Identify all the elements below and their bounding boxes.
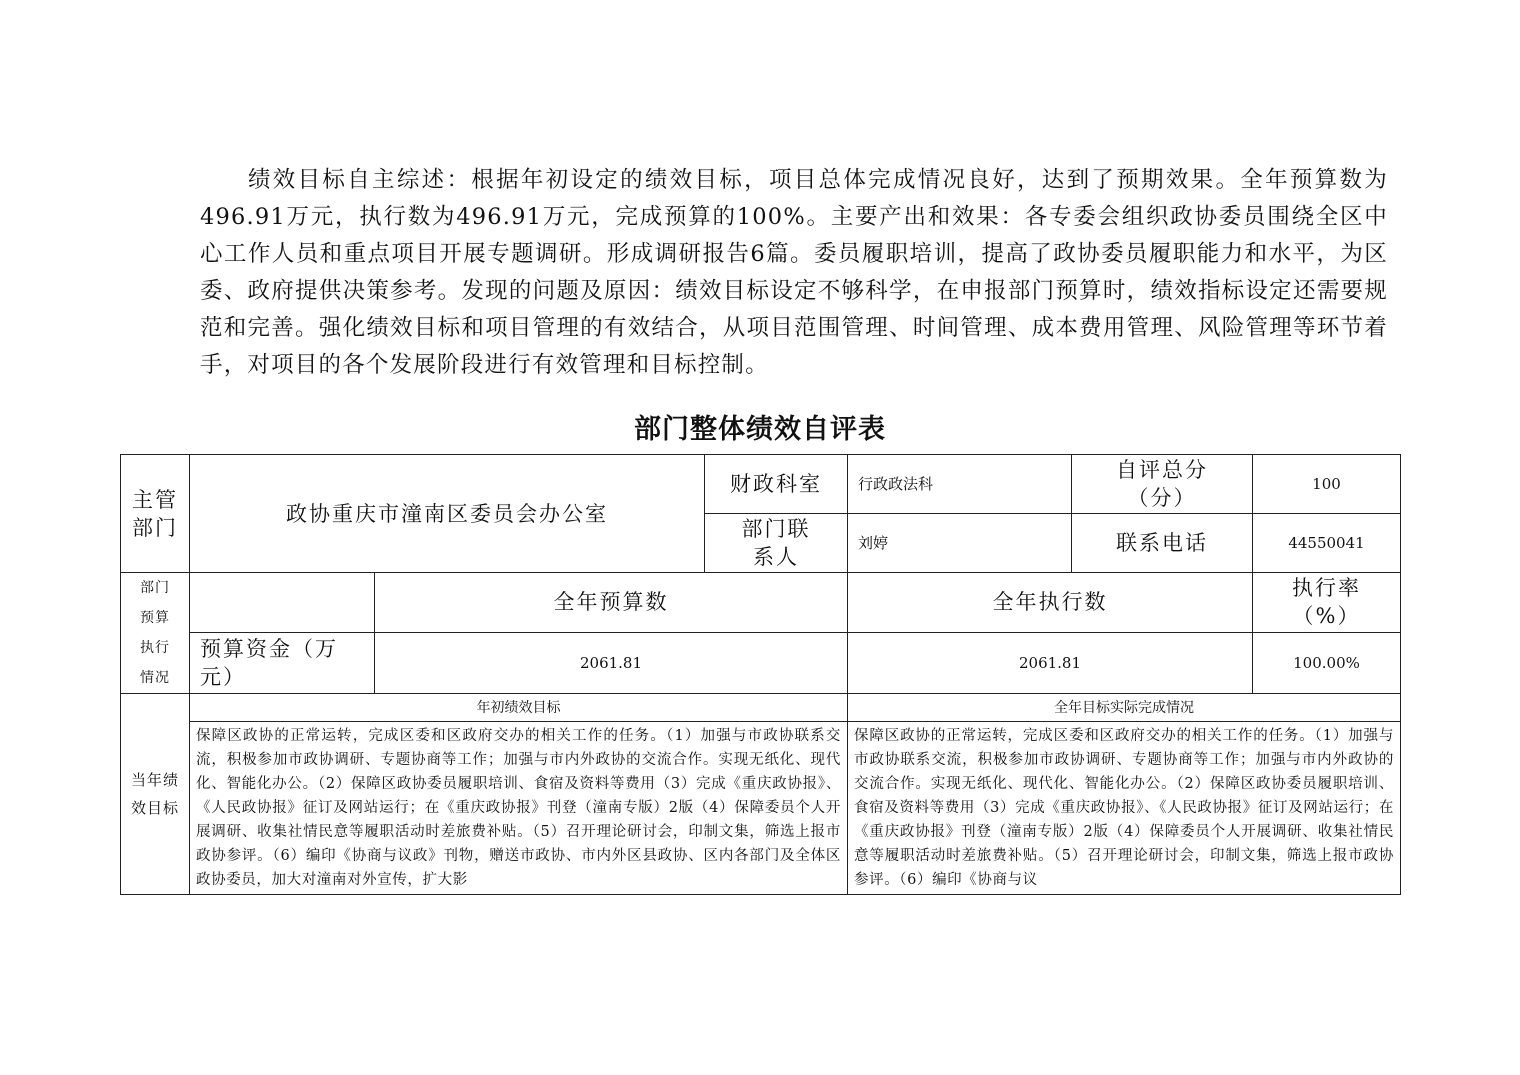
- budget-total-value: 2061.81: [375, 632, 848, 693]
- budget-header-blank: [190, 573, 375, 633]
- score-value: 100: [1253, 455, 1401, 514]
- dept-name: 政协重庆市潼南区委员会办公室: [190, 455, 705, 573]
- budget-section-label: 部门预算执行情况: [139, 580, 170, 686]
- performance-summary-paragraph: 绩效目标自主综述：根据年初设定的绩效目标，项目总体完成情况良好，达到了预期效果。全年预算数为496.91万元，执行数为496.91万元，完成预算的100%。主要产出和效果：各专委会组织政协委员围绕全区中心工作人员和重点项目开展专题调研。形成调研报告6篇。委员履职培训，提高了政协委员履职能力和水平，为区委、政府提供决策参考。发现的问题及原因：绩效目标设定不够科学，在申报部门预算时，绩效指标设定还需要规范和完善。强化绩效目标和项目管理的有效结合，从项目范围管理、时间管理、成本费用管理、风险管理等环节着手，对项目的各个发展阶段进行有效管理和目标控制。: [200, 167, 1388, 378]
- goal-header-actual: 全年目标实际完成情况: [848, 694, 1401, 722]
- finance-value: 行政政法科: [848, 455, 1072, 514]
- budget-header-total: 全年预算数: [375, 573, 848, 633]
- budget-exec-value: 2061.81: [848, 632, 1253, 693]
- dept-label: 主管部门: [131, 487, 178, 540]
- goal-section-label-cell: [121, 694, 190, 895]
- contact-value: 刘婷: [848, 514, 1072, 573]
- budget-header-rate: 执行率（%）: [1292, 576, 1361, 629]
- budget-rate-value: 100.00%: [1253, 632, 1401, 693]
- goal-initial-cell: [190, 722, 848, 895]
- budget-section-label-cell: [121, 573, 190, 694]
- table-title: 部门整体绩效自评表: [634, 414, 886, 445]
- score-label-cell: [1072, 455, 1253, 514]
- dept-label-cell: [121, 455, 190, 573]
- department-performance-table: [120, 454, 1401, 895]
- goal-section-label: 当年绩效目标: [131, 771, 180, 817]
- phone-label: 联系电话: [1072, 514, 1253, 573]
- goal-initial-text: 保障区政协的正常运转，完成区委和区政府交办的相关工作的任务。（1）加强与市政协联系交流，积极参加市政协调研、专题协商等工作；加强与市内外政协的交流合作。实现无纸化、现代化、智能化办公。（2）保障区政协委员履职培训、食宿及资料等费用（3）完成《重庆政协报》、《人民政协报》征订及网站运行；在《重庆政协报》刊登（潼南专版）2版（4）保障委员个人开展调研、收集社情民意等履职活动时差旅费补贴。（5）召开理论研讨会，印制文集，筛选上报市政协参评。（6）编印《协商与议政》刊物，赠送市政协、市内外区县政协、区内各部门及全体区政协委员，加大对潼南对外宣传，扩大影: [196, 728, 841, 888]
- budget-header-rate-cell: [1253, 573, 1401, 633]
- budget-row-label: 预算资金（万元）: [190, 632, 375, 693]
- budget-header-exec: 全年执行数: [848, 573, 1253, 633]
- finance-label: 财政科室: [705, 455, 848, 514]
- goal-actual-text: 保障区政协的正常运转，完成区委和区政府交办的相关工作的任务。（1）加强与市政协联系交流，积极参加市政协调研、专题协商等工作；加强与市内外政协的交流合作。实现无纸化、现代化、智能化办公。（2）保障区政协委员履职培训、食宿及资料等费用（3）完成《重庆政协报》、《人民政协报》征订及网站运行；在《重庆政协报》刊登（潼南专版）2版（4）保障委员个人开展调研、收集社情民意等履职活动时差旅费补贴。（5）召开理论研讨会，印制文集，筛选上报市政协参评。（6）编印《协商与议: [854, 728, 1394, 888]
- contact-label-cell: [705, 514, 848, 573]
- score-label: 自评总分（分）: [1116, 458, 1208, 510]
- phone-value: 44550041: [1253, 514, 1401, 573]
- contact-label: 部门联系人: [741, 517, 811, 569]
- goal-header-initial: 年初绩效目标: [190, 694, 848, 722]
- goal-actual-cell: [848, 722, 1401, 895]
